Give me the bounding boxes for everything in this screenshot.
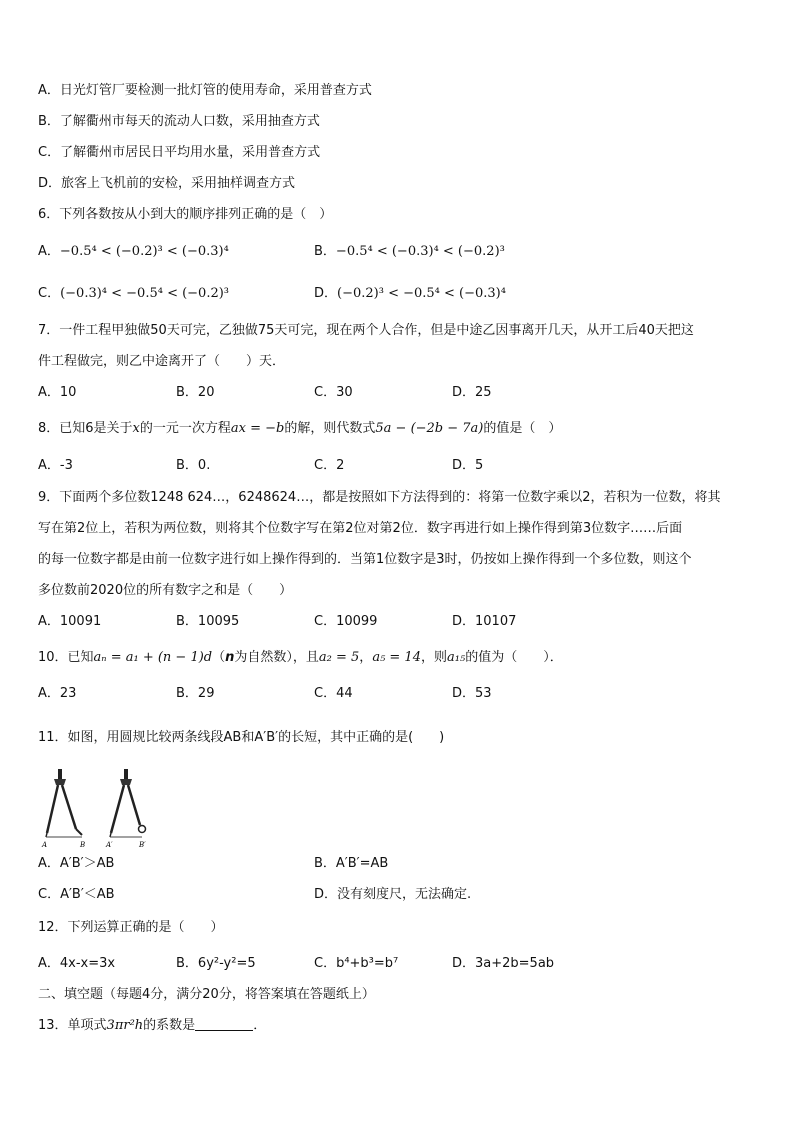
q8-variable-x: x [132, 421, 140, 436]
q6-option-d [314, 284, 506, 304]
q10-formula: aₙ = a₁ + (n − 1)d [93, 650, 213, 665]
q12-option-a: A．4x-x=3x [38, 956, 116, 971]
q8-option-c: C．2 [314, 458, 345, 473]
q10-a15: a₁₅ [447, 650, 466, 665]
section-heading-fill-in: 二、填空题（每题4分，满分20分，将答案填在答题纸上） [38, 987, 375, 1002]
q10-text-1: 10．已知 [38, 650, 94, 665]
q12-option-d: D．3a+2b=5ab [452, 956, 555, 971]
q6-option-d-label: D． [314, 286, 338, 301]
q6-option-c-math: (−0.3)⁴ < −0.5⁴ < (−0.2)³ [60, 286, 230, 301]
q6-option-b [314, 242, 505, 262]
q6-option-d-math: (−0.2)³ < −0.5⁴ < (−0.3)⁴ [337, 286, 506, 301]
q6-option-c [38, 284, 229, 304]
q12-option-b: B．6y²-y²=5 [176, 956, 256, 971]
q5-option-d: D．旅客上飞机前的安检，采用抽样调查方式 [38, 176, 296, 191]
q8-option-d: D．5 [452, 458, 484, 473]
q8-text-2: 的一元一次方程 [139, 421, 231, 436]
figure-label-b-prime: B′ [139, 841, 146, 849]
q5-option-b: B．了解衢州市每天的流动人口数，采用抽查方式 [38, 114, 320, 129]
q11-option-a: A．A′B′＞AB [38, 856, 115, 871]
q9-stem-line1: 9．下面两个多位数1248 624…，6248624…，都是按照如下方法得到的：将第一位数字乘以2，若积为一位数，将其 [38, 490, 721, 505]
figure-label-a-prime: A′ [106, 841, 113, 849]
compass-right [110, 769, 146, 837]
q10-option-a: A．23 [38, 686, 77, 701]
q10-option-c: C．44 [314, 686, 353, 701]
q13-text-1: 13．单项式 [38, 1018, 107, 1033]
q6-stem: 6．下列各数按从小到大的顺序排列正确的是（ ） [38, 207, 333, 222]
figure-label-b: B [80, 841, 86, 849]
q10-option-b: B．29 [176, 686, 215, 701]
compass-left [46, 769, 82, 837]
figure-label-a: A [42, 841, 48, 849]
q13-stem [38, 1016, 266, 1036]
q11-option-c: C．A′B′＜AB [38, 887, 115, 902]
q10-text-2: （ [212, 650, 226, 665]
q7-option-c: C．30 [314, 385, 353, 400]
q13-text-3: ． [253, 1018, 267, 1033]
q12-stem: 12．下列运算正确的是（ ） [38, 920, 224, 935]
q7-stem-line2: 件工程做完，则乙中途离开了（ ）天． [38, 354, 286, 369]
q8-stem [38, 419, 561, 439]
q8-text-1: 8．已知6是关于 [38, 421, 133, 436]
q13-monomial: 3πr²h [106, 1018, 144, 1033]
q6-option-a [38, 242, 229, 262]
q8-equation: ax = −b [230, 421, 285, 436]
q10-separator: ， [359, 650, 373, 665]
q6-option-b-label: B． [314, 244, 336, 259]
q11-option-b: B．A′B′=AB [314, 856, 389, 871]
q9-option-a: A．10091 [38, 614, 102, 629]
q9-stem-line4: 多位数前2020位的所有数字之和是（ ） [38, 583, 293, 598]
q10-stem [38, 648, 563, 668]
q6-option-c-label: C． [38, 286, 61, 301]
q9-stem-line2: 写在第2位上，若积为两位数，则将其个位数字写在第2位对第2位．数字再进行如上操作得到第3位数字……后面 [38, 521, 683, 536]
compass-figure [38, 767, 168, 849]
q10-variable-n: n [225, 650, 235, 665]
q8-text-3: 的解，则代数式 [284, 421, 376, 436]
q13-text-2: 的系数是 [143, 1018, 196, 1033]
q11-option-d: D．没有刻度尺，无法确定. [314, 887, 472, 902]
q10-a2: a₂ = 5 [318, 650, 360, 665]
q9-option-b: B．10095 [176, 614, 240, 629]
q5-option-c: C．了解衢州市居民日平均用水量，采用普查方式 [38, 145, 321, 160]
q10-text-3: 为自然数），且 [234, 650, 319, 665]
q12-option-c: C．b⁴+b³=b⁷ [314, 956, 399, 971]
q11-stem: 11．如图，用圆规比较两条线段AB和A′B′的长短，其中正确的是( ) [38, 730, 445, 745]
q8-expression: 5a − (−2b − 7a) [375, 421, 484, 436]
q10-text-5: 的值为（ ）． [465, 650, 563, 665]
q10-option-d: D．53 [452, 686, 492, 701]
q6-option-a-label: A． [38, 244, 60, 259]
q9-stem-line3: 的每一位数字都是由前一位数字进行如上操作得到的．当第1位数字是3时，仍按如上操作得到一个多位数，则这个 [38, 552, 692, 567]
q10-a5: a₅ = 14 [372, 650, 421, 665]
q10-text-4: ，则 [420, 650, 447, 665]
q7-option-d: D．25 [452, 385, 492, 400]
q5-option-a: A．日光灯管厂要检测一批灯管的使用寿命，采用普查方式 [38, 83, 372, 98]
q8-option-b: B．0. [176, 458, 211, 473]
q9-option-d: D．10107 [452, 614, 517, 629]
q8-option-a: A．-3 [38, 458, 73, 473]
q9-option-c: C．10099 [314, 614, 378, 629]
q7-stem-line1: 7．一件工程甲独做50天可完，乙独做75天可完，现在两个人合作，但是中途乙因事离开几天，从开工后40天把这 [38, 323, 694, 338]
q6-option-b-math: −0.5⁴ < (−0.3)⁴ < (−0.2)³ [335, 244, 505, 259]
q13-answer-blank[interactable] [195, 1017, 253, 1031]
q8-text-4: 的值是（ ） [483, 421, 562, 436]
q7-option-a: A．10 [38, 385, 77, 400]
q7-option-b: B．20 [176, 385, 215, 400]
q6-option-a-math: −0.5⁴ < (−0.2)³ < (−0.3)⁴ [59, 244, 229, 259]
